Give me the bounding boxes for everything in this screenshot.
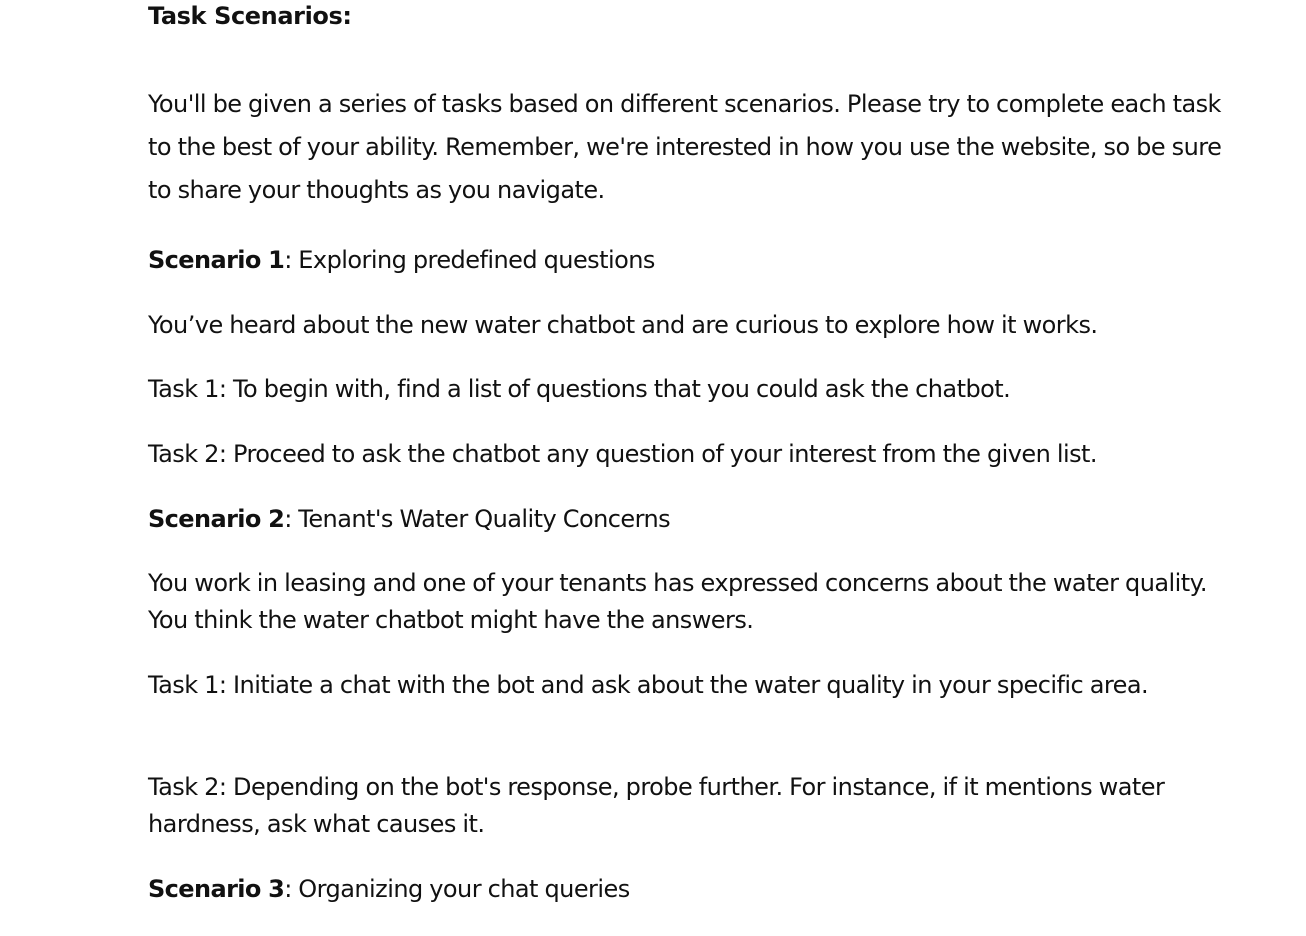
scenario-3-title-text: : Organizing your chat queries (284, 875, 630, 903)
scenario-2-task-1: Task 1: Initiate a chat with the bot and ask about the water quality in your specific area. (148, 671, 1149, 699)
page-heading: Task Scenarios: (148, 2, 352, 30)
scenario-1-title (148, 242, 1223, 279)
scenario-3-title (148, 871, 1223, 908)
scenario-1-label: Scenario 1 (148, 246, 285, 274)
scenario-2-task-2: Task 2: Depending on the bot's response, probe further. For instance, if it mentions water hardness, ask what causes it. (148, 773, 1165, 838)
scenario-1-title-text: : Exploring predefined questions (284, 246, 655, 274)
scenario-3-label: Scenario 3 (148, 875, 285, 903)
scenario-1-task-1: Task 1: To begin with, find a list of questions that you could ask the chatbot. (148, 375, 1011, 403)
scenario-2-description: You work in leasing and one of your tenants has expressed concerns about the water quality. You think the water chatbot might have the answers. (148, 569, 1207, 634)
scenario-1-task-2: Task 2: Proceed to ask the chatbot any question of your interest from the given list. (148, 440, 1097, 468)
scenario-2-title-text: : Tenant's Water Quality Concerns (284, 505, 671, 533)
scenario-1-description: You’ve heard about the new water chatbot and are curious to explore how it works. (148, 311, 1098, 339)
scenario-2-label: Scenario 2 (148, 505, 285, 533)
intro-paragraph: You'll be given a series of tasks based on different scenarios. Please try to complete each task to the best of your ability. Remember, we're interested in how you use the website, so be sure to share your thoughts as you navigate. (148, 90, 1222, 204)
scenario-2-title (148, 501, 1223, 538)
